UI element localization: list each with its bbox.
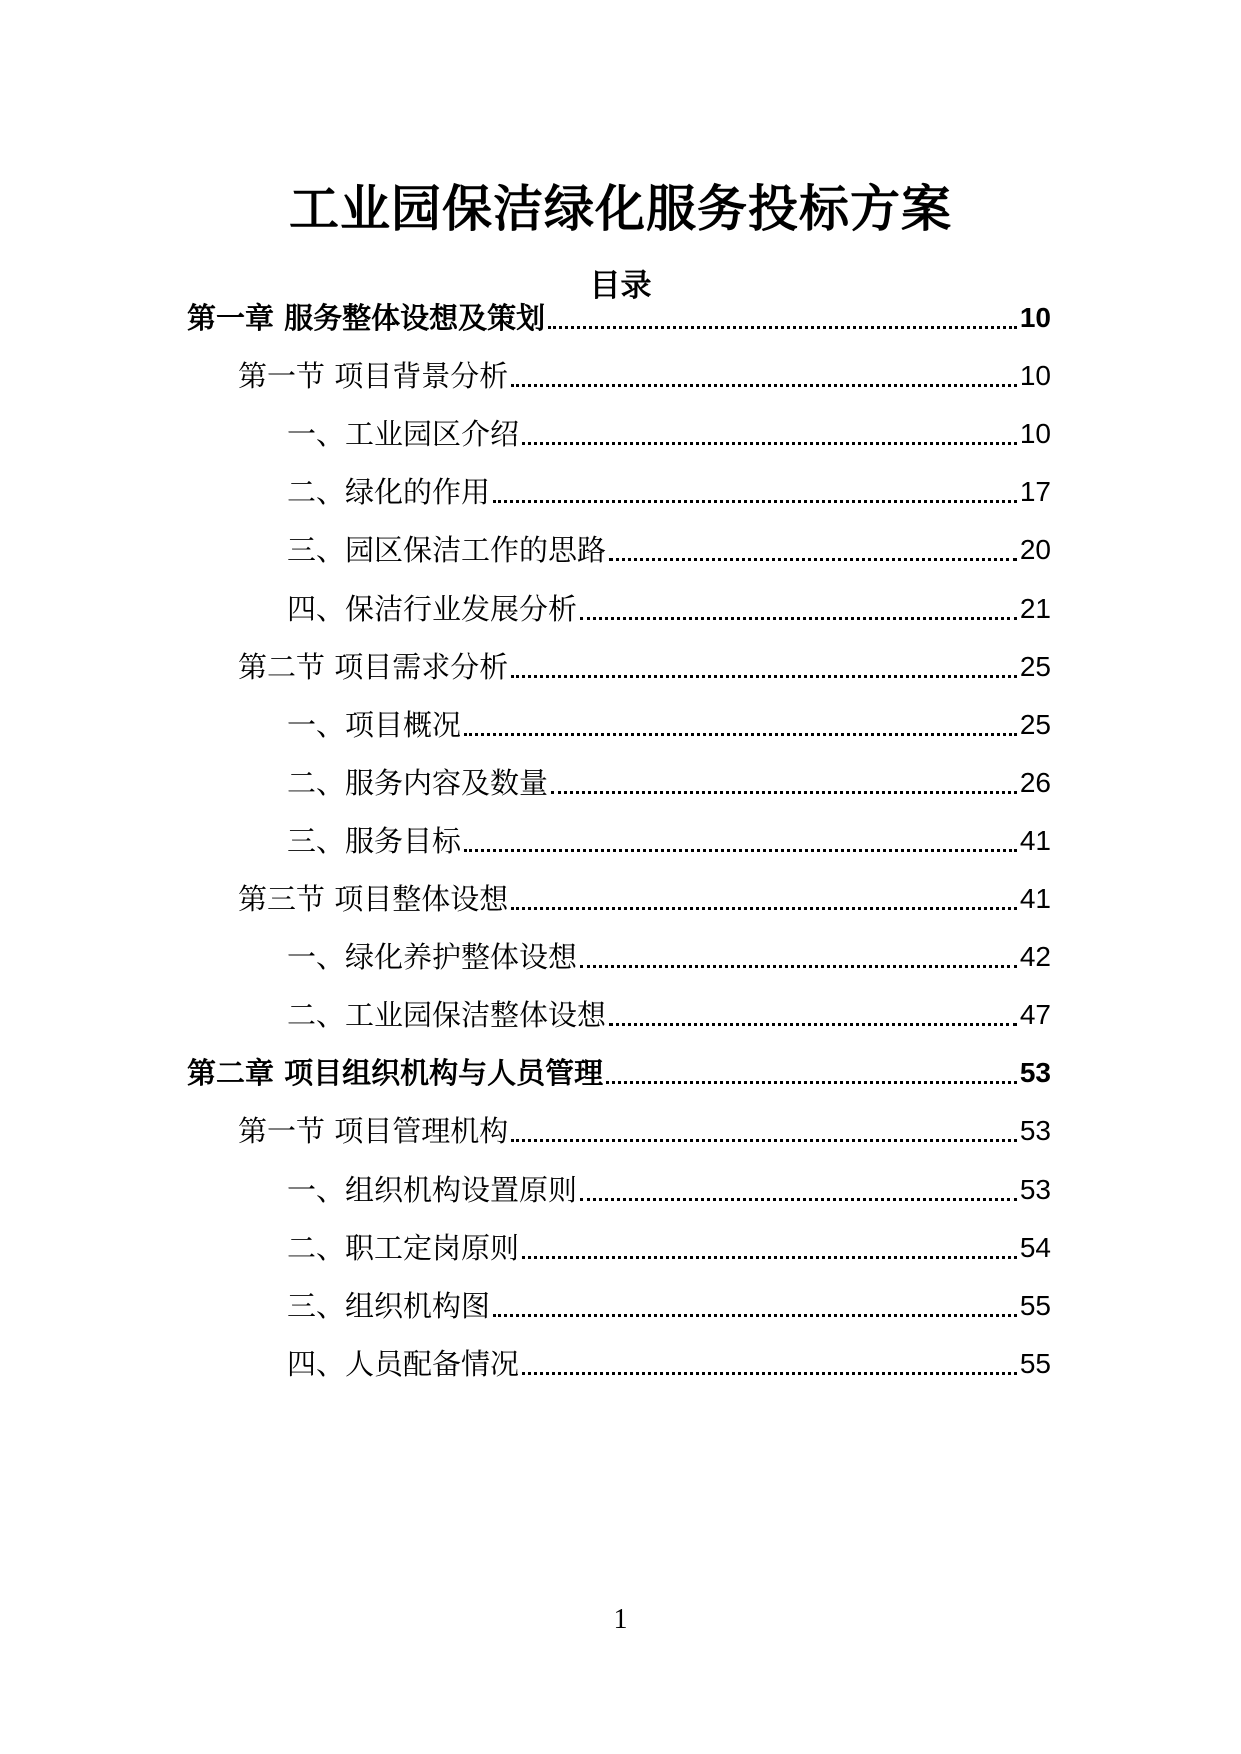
toc-entry-page: 17 xyxy=(1019,476,1051,507)
toc-dot-leader xyxy=(511,675,1017,678)
toc-dot-leader xyxy=(522,442,1017,445)
toc-dot-leader xyxy=(580,1198,1017,1201)
toc-entry-label: 二、服务内容及数量 xyxy=(287,766,549,800)
toc-dot-leader xyxy=(493,500,1017,503)
toc-entry-label: 四、人员配备情况 xyxy=(287,1347,520,1381)
toc-entry[interactable] xyxy=(287,933,1051,977)
toc-entry-label: 三、组织机构图 xyxy=(287,1289,491,1323)
toc-entry-label: 二、职工定岗原则 xyxy=(287,1231,520,1265)
toc-entry[interactable] xyxy=(187,294,1051,338)
toc-entry-page: 55 xyxy=(1019,1348,1051,1379)
toc-dot-leader xyxy=(511,384,1017,387)
toc-entry-label: 第二章 项目组织机构与人员管理 xyxy=(187,1056,604,1090)
toc-entry-label: 一、组织机构设置原则 xyxy=(287,1173,578,1207)
toc-entry[interactable] xyxy=(238,1107,1051,1151)
toc-entry[interactable] xyxy=(287,1166,1051,1210)
toc-dot-leader xyxy=(609,558,1017,561)
toc-entry-page: 53 xyxy=(1019,1115,1051,1146)
toc-entry[interactable] xyxy=(287,526,1051,570)
toc-entry[interactable] xyxy=(287,1282,1051,1326)
toc-entry[interactable] xyxy=(287,585,1051,629)
toc-entry-page: 54 xyxy=(1019,1232,1051,1263)
toc-entry-page: 47 xyxy=(1019,999,1051,1030)
toc-dot-leader xyxy=(493,1314,1017,1317)
toc-entry-label: 第一章 服务整体设想及策划 xyxy=(187,301,546,335)
document-title: 工业园保洁绿化服务投标方案 xyxy=(289,180,952,238)
toc-entry-label: 二、绿化的作用 xyxy=(287,475,491,509)
toc-entry-label: 四、保洁行业发展分析 xyxy=(287,592,578,626)
toc-entry-page: 25 xyxy=(1019,651,1051,682)
toc-entry-label: 一、绿化养护整体设想 xyxy=(287,940,578,974)
toc-entry-page: 53 xyxy=(1019,1174,1051,1205)
toc-entry-page: 20 xyxy=(1019,534,1051,565)
toc-entry[interactable] xyxy=(238,643,1051,687)
toc-entry-label: 第一节 项目管理机构 xyxy=(238,1114,509,1148)
toc-entry[interactable] xyxy=(287,701,1051,745)
toc-dot-leader xyxy=(464,849,1017,852)
toc-entry-page: 10 xyxy=(1019,360,1051,391)
toc-entry[interactable] xyxy=(287,817,1051,861)
toc-entry-page: 10 xyxy=(1019,302,1051,333)
toc-entry-label: 二、工业园保洁整体设想 xyxy=(287,998,607,1032)
toc-entry-page: 53 xyxy=(1019,1057,1051,1088)
toc-entry[interactable] xyxy=(187,1049,1051,1093)
toc-dot-leader xyxy=(522,1256,1017,1259)
toc-entry-label: 第三节 项目整体设想 xyxy=(238,882,509,916)
toc-dot-leader xyxy=(580,617,1017,620)
toc-entry-page: 41 xyxy=(1019,825,1051,856)
toc-entry-page: 10 xyxy=(1019,418,1051,449)
toc-entry-label: 三、服务目标 xyxy=(287,824,462,858)
toc-entry-label: 第二节 项目需求分析 xyxy=(238,650,509,684)
toc-entry[interactable] xyxy=(238,352,1051,396)
toc-heading: 目录 xyxy=(589,268,652,304)
toc-dot-leader xyxy=(464,733,1017,736)
toc-entry[interactable] xyxy=(287,991,1051,1035)
toc-entry-label: 三、园区保洁工作的思路 xyxy=(287,533,607,567)
toc-entry[interactable] xyxy=(287,1340,1051,1384)
toc-entry-page: 55 xyxy=(1019,1290,1051,1321)
toc-entry-label: 第一节 项目背景分析 xyxy=(238,359,509,393)
toc-dot-leader xyxy=(551,791,1017,794)
toc-entry-page: 41 xyxy=(1019,883,1051,914)
toc-entry-page: 26 xyxy=(1019,767,1051,798)
toc-entry[interactable] xyxy=(238,875,1051,919)
toc-entry-page: 21 xyxy=(1019,593,1051,624)
toc-entry[interactable] xyxy=(287,410,1051,454)
toc-dot-leader xyxy=(606,1081,1017,1084)
toc-dot-leader xyxy=(548,326,1017,329)
toc-entry-page: 25 xyxy=(1019,709,1051,740)
toc-dot-leader xyxy=(511,907,1017,910)
toc-entry[interactable] xyxy=(287,1224,1051,1268)
toc-entry[interactable] xyxy=(287,759,1051,803)
page-number: 1 xyxy=(613,1604,628,1635)
toc-entry[interactable] xyxy=(287,468,1051,512)
toc-entry-label: 一、工业园区介绍 xyxy=(287,417,520,451)
toc-dot-leader xyxy=(580,965,1017,968)
toc-dot-leader xyxy=(609,1023,1017,1026)
toc-dot-leader xyxy=(511,1139,1017,1142)
toc-dot-leader xyxy=(522,1372,1017,1375)
toc-entry-page: 42 xyxy=(1019,941,1051,972)
toc-entry-label: 一、项目概况 xyxy=(287,708,462,742)
